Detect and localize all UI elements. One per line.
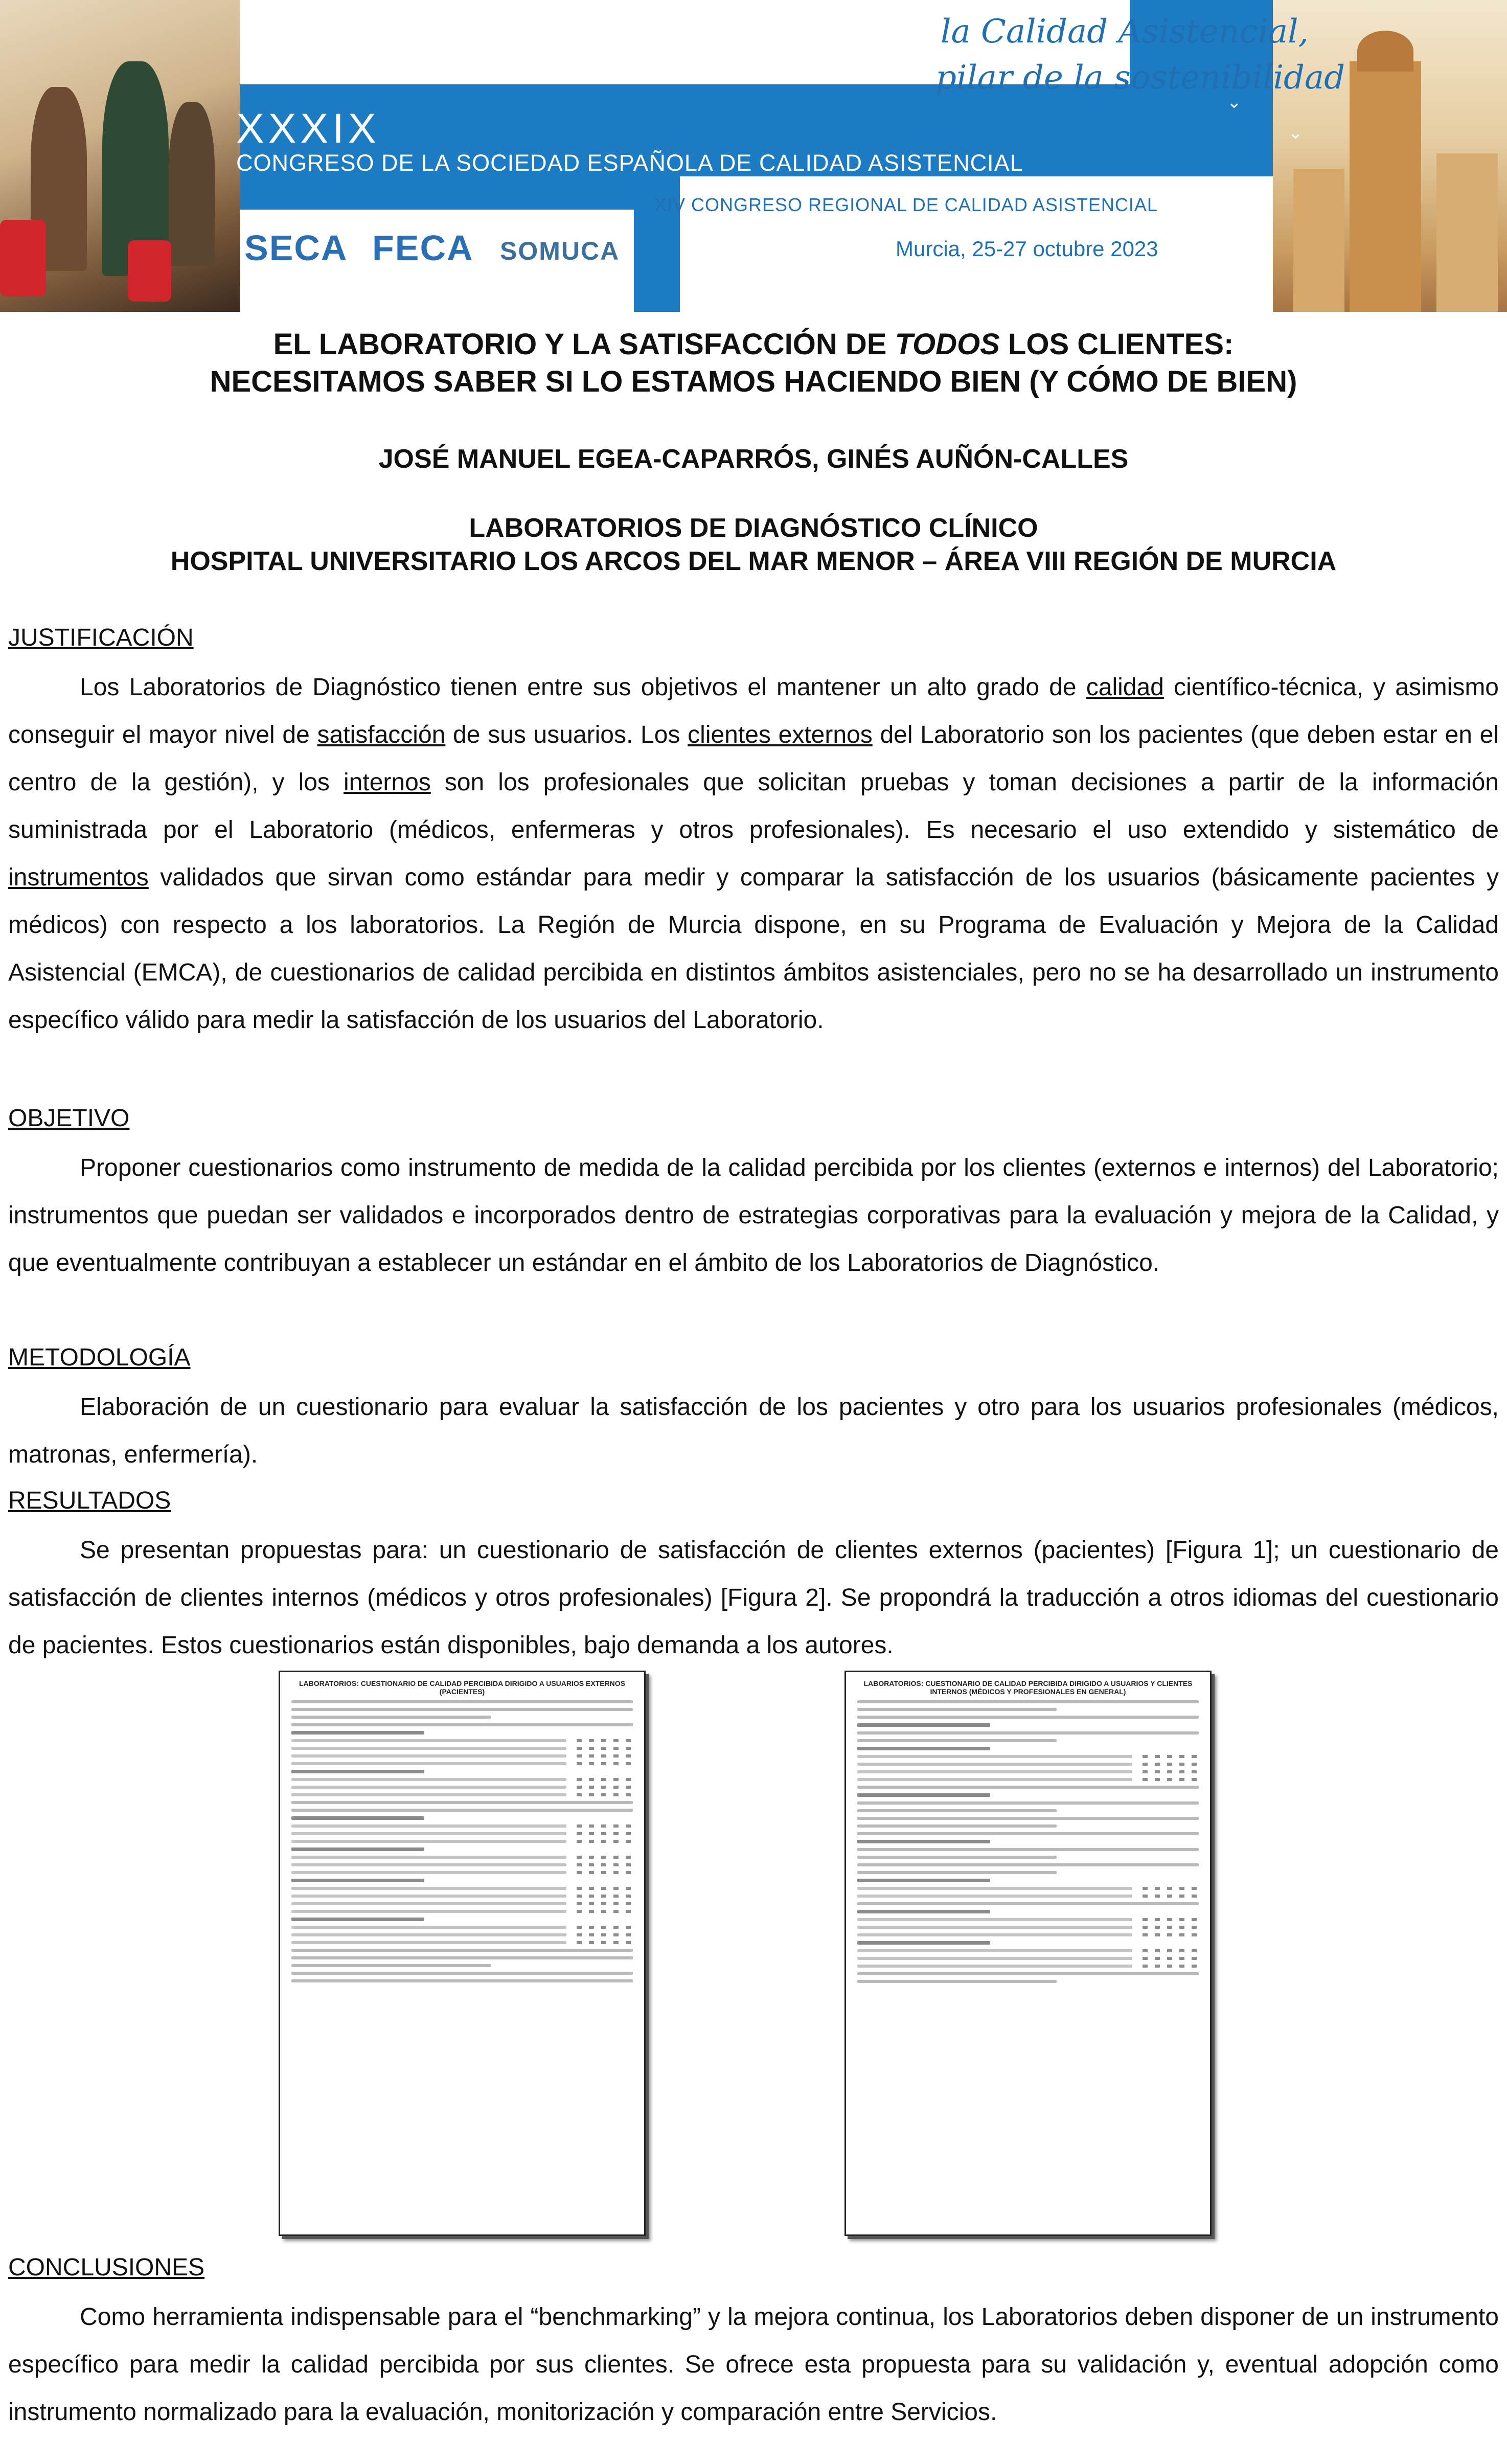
questionnaire-line bbox=[291, 1801, 633, 1804]
questionnaire-item bbox=[857, 1763, 1199, 1766]
painting-travelers-image bbox=[0, 0, 240, 312]
questionnaire-item bbox=[291, 1739, 633, 1742]
rating-scale bbox=[577, 1778, 633, 1781]
item-text bbox=[291, 1824, 566, 1828]
questionnaire-section-heading bbox=[291, 1847, 424, 1851]
questionnaire-line bbox=[857, 1817, 1199, 1820]
feca-logo: FECA bbox=[372, 228, 474, 268]
figure-title: LABORATORIOS: CUESTIONARIO DE CALIDAD PERCIBIDA DIRIGIDO A USUARIOS EXTERNOS (PACIENTES) bbox=[299, 1679, 626, 1696]
questionnaire-section-heading bbox=[857, 1747, 990, 1750]
questionnaire-section-heading bbox=[857, 1840, 990, 1843]
item-text bbox=[857, 1895, 1132, 1898]
congress-dates: Murcia, 25-27 octubre 2023 bbox=[896, 237, 1158, 261]
questionnaire-item bbox=[857, 1949, 1199, 1952]
rating-scale bbox=[1143, 1770, 1199, 1773]
item-text bbox=[291, 1902, 566, 1905]
rating-scale bbox=[577, 1832, 633, 1835]
questionnaire-section-heading bbox=[857, 1723, 990, 1727]
rating-scale bbox=[577, 1887, 633, 1890]
rating-scale bbox=[1143, 1965, 1199, 1968]
rating-scale bbox=[577, 1762, 633, 1765]
rating-scale bbox=[1143, 1949, 1199, 1952]
questionnaire-line bbox=[857, 1902, 1199, 1905]
questionnaire-item bbox=[291, 1824, 633, 1828]
congress-name: CONGRESO DE LA SOCIEDAD ESPAÑOLA DE CALIDAD ASISTENCIAL bbox=[236, 150, 1023, 176]
section-heading-conclusiones: CONCLUSIONES bbox=[8, 2254, 205, 2281]
questionnaire-line bbox=[857, 1786, 1199, 1789]
questionnaire-item bbox=[857, 1918, 1199, 1921]
item-text bbox=[291, 1856, 566, 1859]
item-text bbox=[291, 1863, 566, 1866]
questionnaire-line bbox=[291, 1723, 633, 1726]
section-heading-resultados: RESULTADOS bbox=[8, 1487, 171, 1514]
item-text bbox=[291, 1871, 566, 1874]
questionnaire-line bbox=[857, 1863, 1199, 1866]
seca-logo: SECA bbox=[244, 228, 348, 268]
banner-slogan: pilar de la sostenibilidad bbox=[935, 59, 1345, 97]
poster-title: NECESITAMOS SABER SI LO ESTAMOS HACIENDO BIEN (Y CÓMO DE BIEN) bbox=[210, 365, 1297, 398]
item-text bbox=[857, 1926, 1132, 1929]
rating-scale bbox=[577, 1793, 633, 1796]
questionnaire-item bbox=[291, 1832, 633, 1835]
item-text bbox=[857, 1949, 1132, 1952]
section-heading-metodologia: METODOLOGÍA bbox=[8, 1344, 191, 1371]
questionnaire-line bbox=[857, 1980, 1057, 1983]
questionnaire-item bbox=[291, 1895, 633, 1898]
questionnaire-section-heading bbox=[857, 1910, 990, 1913]
item-text bbox=[857, 1965, 1132, 1968]
rating-scale bbox=[577, 1786, 633, 1789]
cathedral-tower bbox=[1350, 61, 1421, 312]
item-text bbox=[857, 1918, 1132, 1921]
bird-icon: ⌄ bbox=[1288, 123, 1303, 143]
section-heading-objetivo: OBJETIVO bbox=[8, 1105, 130, 1132]
questionnaire-item bbox=[291, 1754, 633, 1758]
questionnaire-section-heading bbox=[857, 1879, 990, 1882]
questionnaire-line bbox=[857, 1809, 1057, 1812]
questionnaire-section-heading bbox=[291, 1918, 424, 1921]
item-text bbox=[291, 1941, 566, 1944]
questionnaire-line bbox=[857, 1832, 1199, 1835]
questionnaire-line bbox=[291, 1979, 633, 1982]
figure-1-questionnaire-image bbox=[279, 1671, 646, 2236]
item-text bbox=[857, 1957, 1132, 1960]
questionnaire-item bbox=[857, 1778, 1199, 1781]
questionnaire-line bbox=[291, 1708, 633, 1711]
questionnaire-item bbox=[291, 1793, 633, 1796]
questionnaire-line bbox=[291, 1949, 633, 1952]
questionnaire-line bbox=[857, 1708, 1057, 1711]
questionnaire-item bbox=[857, 1887, 1199, 1890]
item-text bbox=[291, 1832, 566, 1835]
item-text bbox=[291, 1933, 566, 1936]
rating-scale bbox=[577, 1941, 633, 1944]
poster-affiliation: LABORATORIOS DE DIAGNÓSTICO CLÍNICO bbox=[469, 513, 1038, 543]
metodologia-paragraph: Elaboración de un cuestionario para evaluar la satisfacción de los pacientes y otro para los usuarios profesionales (médicos, matronas, enfermería). bbox=[8, 1394, 1499, 1468]
item-text bbox=[291, 1778, 566, 1781]
questionnaire-item bbox=[857, 1755, 1199, 1758]
questionnaire-line bbox=[857, 1739, 1057, 1742]
poster-affiliation: HOSPITAL UNIVERSITARIO LOS ARCOS DEL MAR MENOR – ÁREA VIII REGIÓN DE MURCIA bbox=[170, 546, 1337, 576]
rating-scale bbox=[1143, 1895, 1199, 1898]
questionnaire-item bbox=[857, 1895, 1199, 1898]
item-text bbox=[857, 1887, 1132, 1890]
section-heading-justificacion: JUSTIFICACIÓN bbox=[8, 624, 194, 651]
questionnaire-line bbox=[291, 1809, 633, 1812]
questionnaire-item bbox=[291, 1786, 633, 1789]
questionnaire-item bbox=[857, 1957, 1199, 1960]
objetivo-paragraph: Proponer cuestionarios como instrumento de medida de la calidad percibida por los clientes (externos e internos) del Laboratorio; instrumentos que puedan ser validados e incorporados dentro de estrategias corporativas para la evaluación y mejora de la Calidad, y que eventualmente contribuyan a establecer un estándar en el ámbito de los Laboratorios de Diagnóstico. bbox=[8, 1154, 1499, 1276]
questionnaire-line bbox=[857, 1716, 1199, 1719]
rating-scale bbox=[1143, 1957, 1199, 1960]
questionnaire-line bbox=[857, 1824, 1057, 1828]
questionnaire-item bbox=[291, 1926, 633, 1929]
rating-scale bbox=[1143, 1778, 1199, 1781]
questionnaire-section-heading bbox=[857, 1941, 990, 1945]
questionnaire-item bbox=[291, 1910, 633, 1913]
rating-scale bbox=[1143, 1926, 1199, 1929]
questionnaire-line bbox=[857, 1848, 1199, 1851]
questionnaire-item bbox=[291, 1840, 633, 1843]
questionnaire-section-heading bbox=[291, 1770, 424, 1773]
questionnaire-item bbox=[857, 1933, 1199, 1936]
rating-scale bbox=[577, 1754, 633, 1758]
questionnaire-item bbox=[857, 1926, 1199, 1929]
bird-icon: ⌄ bbox=[1227, 93, 1242, 112]
rating-scale bbox=[1143, 1763, 1199, 1766]
questionnaire-line bbox=[857, 1801, 1199, 1805]
rating-scale bbox=[577, 1933, 633, 1936]
questionnaire-line bbox=[857, 1731, 1199, 1735]
item-text bbox=[291, 1887, 566, 1890]
conclusiones-paragraph: Como herramienta indispensable para el “benchmarking” y la mejora continua, los Laboratorios deben disponer de un instrumento específico para medir la calidad percibida por sus clientes. Se ofrece esta propuesta para su validación y, eventual adopción como instrumento normalizado para la evaluación, monitorización y comparación entre Servicios. bbox=[8, 2303, 1499, 2426]
questionnaire-section-heading bbox=[291, 1731, 424, 1735]
questionnaire-item bbox=[291, 1871, 633, 1874]
somuca-logo: SOMUCA bbox=[500, 237, 620, 265]
questionnaire-item bbox=[291, 1747, 633, 1750]
questionnaire-item bbox=[857, 1965, 1199, 1968]
questionnaire-line bbox=[291, 1956, 633, 1959]
rating-scale bbox=[577, 1856, 633, 1859]
questionnaire-section-heading bbox=[291, 1879, 424, 1882]
resultados-paragraph: Se presentan propuestas para: un cuestionario de satisfacción de clientes externos (pacientes) [Figura 1]; un cuestionario de satisfacción de clientes internos (médicos y otros profesionales) [Figura 2]. Se propondrá la traducción a otros idiomas del cuestionario de pacientes. Estos cuestionarios están disponibles, bajo demanda a los autores. bbox=[8, 1537, 1499, 1659]
questionnaire-item bbox=[857, 1770, 1199, 1773]
questionnaire-item bbox=[291, 1941, 633, 1944]
questionnaire-line bbox=[291, 1700, 633, 1703]
item-text bbox=[291, 1786, 566, 1789]
questionnaire-line bbox=[291, 1972, 633, 1975]
rating-scale bbox=[577, 1910, 633, 1913]
rating-scale bbox=[1143, 1887, 1199, 1890]
questionnaire-line bbox=[857, 1700, 1199, 1703]
building bbox=[1436, 153, 1498, 312]
item-text bbox=[291, 1793, 566, 1796]
building bbox=[1293, 169, 1344, 312]
item-text bbox=[857, 1755, 1132, 1758]
justificacion-paragraph: Los Laboratorios de Diagnóstico tienen entre sus objetivos el mantener un alto grado de calidad científico-técnica, y asimismo conseguir el mayor nivel de satisfacción de sus usuarios. Los clientes externos del Laboratorio son los pacientes (que deben estar en el centro de la gestión), y los internos son los profesionales que solicitan pruebas y toman decisiones a partir de la información suministrada por el Laboratorio (médicos, enfermeras y otros profesionales). Es necesario el uso extendido y sistemático de instrumentos validados que sirvan como estándar para medir y comparar la satisfacción de los usuarios (básicamente pacientes y médicos) con respecto a los laboratorios. La Región de Murcia dispone, en su Programa de Evaluación y Mejora de la Calidad Asistencial (EMCA), de cuestionarios de calidad percibida en distintos ámbitos asistenciales, pero no se ha desarrollado un instrumento específico válido para medir la satisfacción de los usuarios del Laboratorio. bbox=[8, 674, 1499, 1034]
questionnaire-item bbox=[291, 1902, 633, 1905]
item-text bbox=[291, 1739, 566, 1742]
item-text bbox=[291, 1754, 566, 1758]
questionnaire-item bbox=[291, 1863, 633, 1866]
rating-scale bbox=[577, 1840, 633, 1843]
questionnaire-line bbox=[857, 1871, 1057, 1874]
banner-slogan: la Calidad Asistencial, bbox=[941, 13, 1309, 51]
figure-2-questionnaire-image bbox=[844, 1671, 1212, 2236]
red-suitcase bbox=[0, 220, 46, 296]
rating-scale bbox=[1143, 1933, 1199, 1936]
rating-scale bbox=[577, 1871, 633, 1874]
rating-scale bbox=[577, 1863, 633, 1866]
poster-authors: JOSÉ MANUEL EGEA-CAPARRÓS, GINÉS AUÑÓN-CALLES bbox=[378, 444, 1129, 474]
rating-scale bbox=[577, 1926, 633, 1929]
questionnaire-line bbox=[291, 1716, 491, 1719]
traveler-figure bbox=[169, 102, 215, 266]
item-text bbox=[857, 1763, 1132, 1766]
rating-scale bbox=[1143, 1755, 1199, 1758]
item-text bbox=[291, 1910, 566, 1913]
congress-edition: XXXIX bbox=[236, 105, 380, 152]
cathedral-dome bbox=[1357, 31, 1413, 72]
regional-congress-name: XIV CONGRESO REGIONAL DE CALIDAD ASISTENCIAL bbox=[654, 194, 1158, 215]
questionnaire-body bbox=[280, 1700, 644, 1982]
questionnaire-item bbox=[291, 1762, 633, 1765]
congress-banner bbox=[0, 0, 1507, 312]
rating-scale bbox=[577, 1824, 633, 1828]
questionnaire-item bbox=[291, 1856, 633, 1859]
item-text bbox=[291, 1895, 566, 1898]
red-suitcase bbox=[128, 240, 171, 302]
questionnaire-line bbox=[857, 1972, 1199, 1975]
questionnaire-line bbox=[291, 1964, 491, 1967]
rating-scale bbox=[577, 1739, 633, 1742]
item-text bbox=[857, 1770, 1132, 1773]
item-text bbox=[857, 1933, 1132, 1936]
rating-scale bbox=[577, 1747, 633, 1750]
questionnaire-line bbox=[857, 1856, 1057, 1859]
rating-scale bbox=[577, 1902, 633, 1905]
item-text bbox=[857, 1778, 1132, 1781]
rating-scale bbox=[1143, 1918, 1199, 1921]
item-text bbox=[291, 1840, 566, 1843]
item-text bbox=[291, 1747, 566, 1750]
figure-title: LABORATORIOS: CUESTIONARIO DE CALIDAD PERCIBIDA DIRIGIDO A USUARIOS Y CLIENTES INTERNOS (MÉDICOS Y PROFESIONALES EN GENERAL) bbox=[863, 1679, 1193, 1696]
rating-scale bbox=[577, 1895, 633, 1898]
questionnaire-item bbox=[291, 1887, 633, 1890]
item-text bbox=[291, 1762, 566, 1765]
questionnaire-item bbox=[291, 1778, 633, 1781]
item-text bbox=[291, 1926, 566, 1929]
questionnaire-section-heading bbox=[291, 1816, 424, 1820]
questionnaire-section-heading bbox=[857, 1793, 990, 1797]
poster-title: EL LABORATORIO Y LA SATISFACCIÓN DE TODOS LOS CLIENTES: bbox=[273, 328, 1234, 361]
questionnaire-body bbox=[846, 1700, 1210, 1983]
questionnaire-item bbox=[291, 1933, 633, 1936]
